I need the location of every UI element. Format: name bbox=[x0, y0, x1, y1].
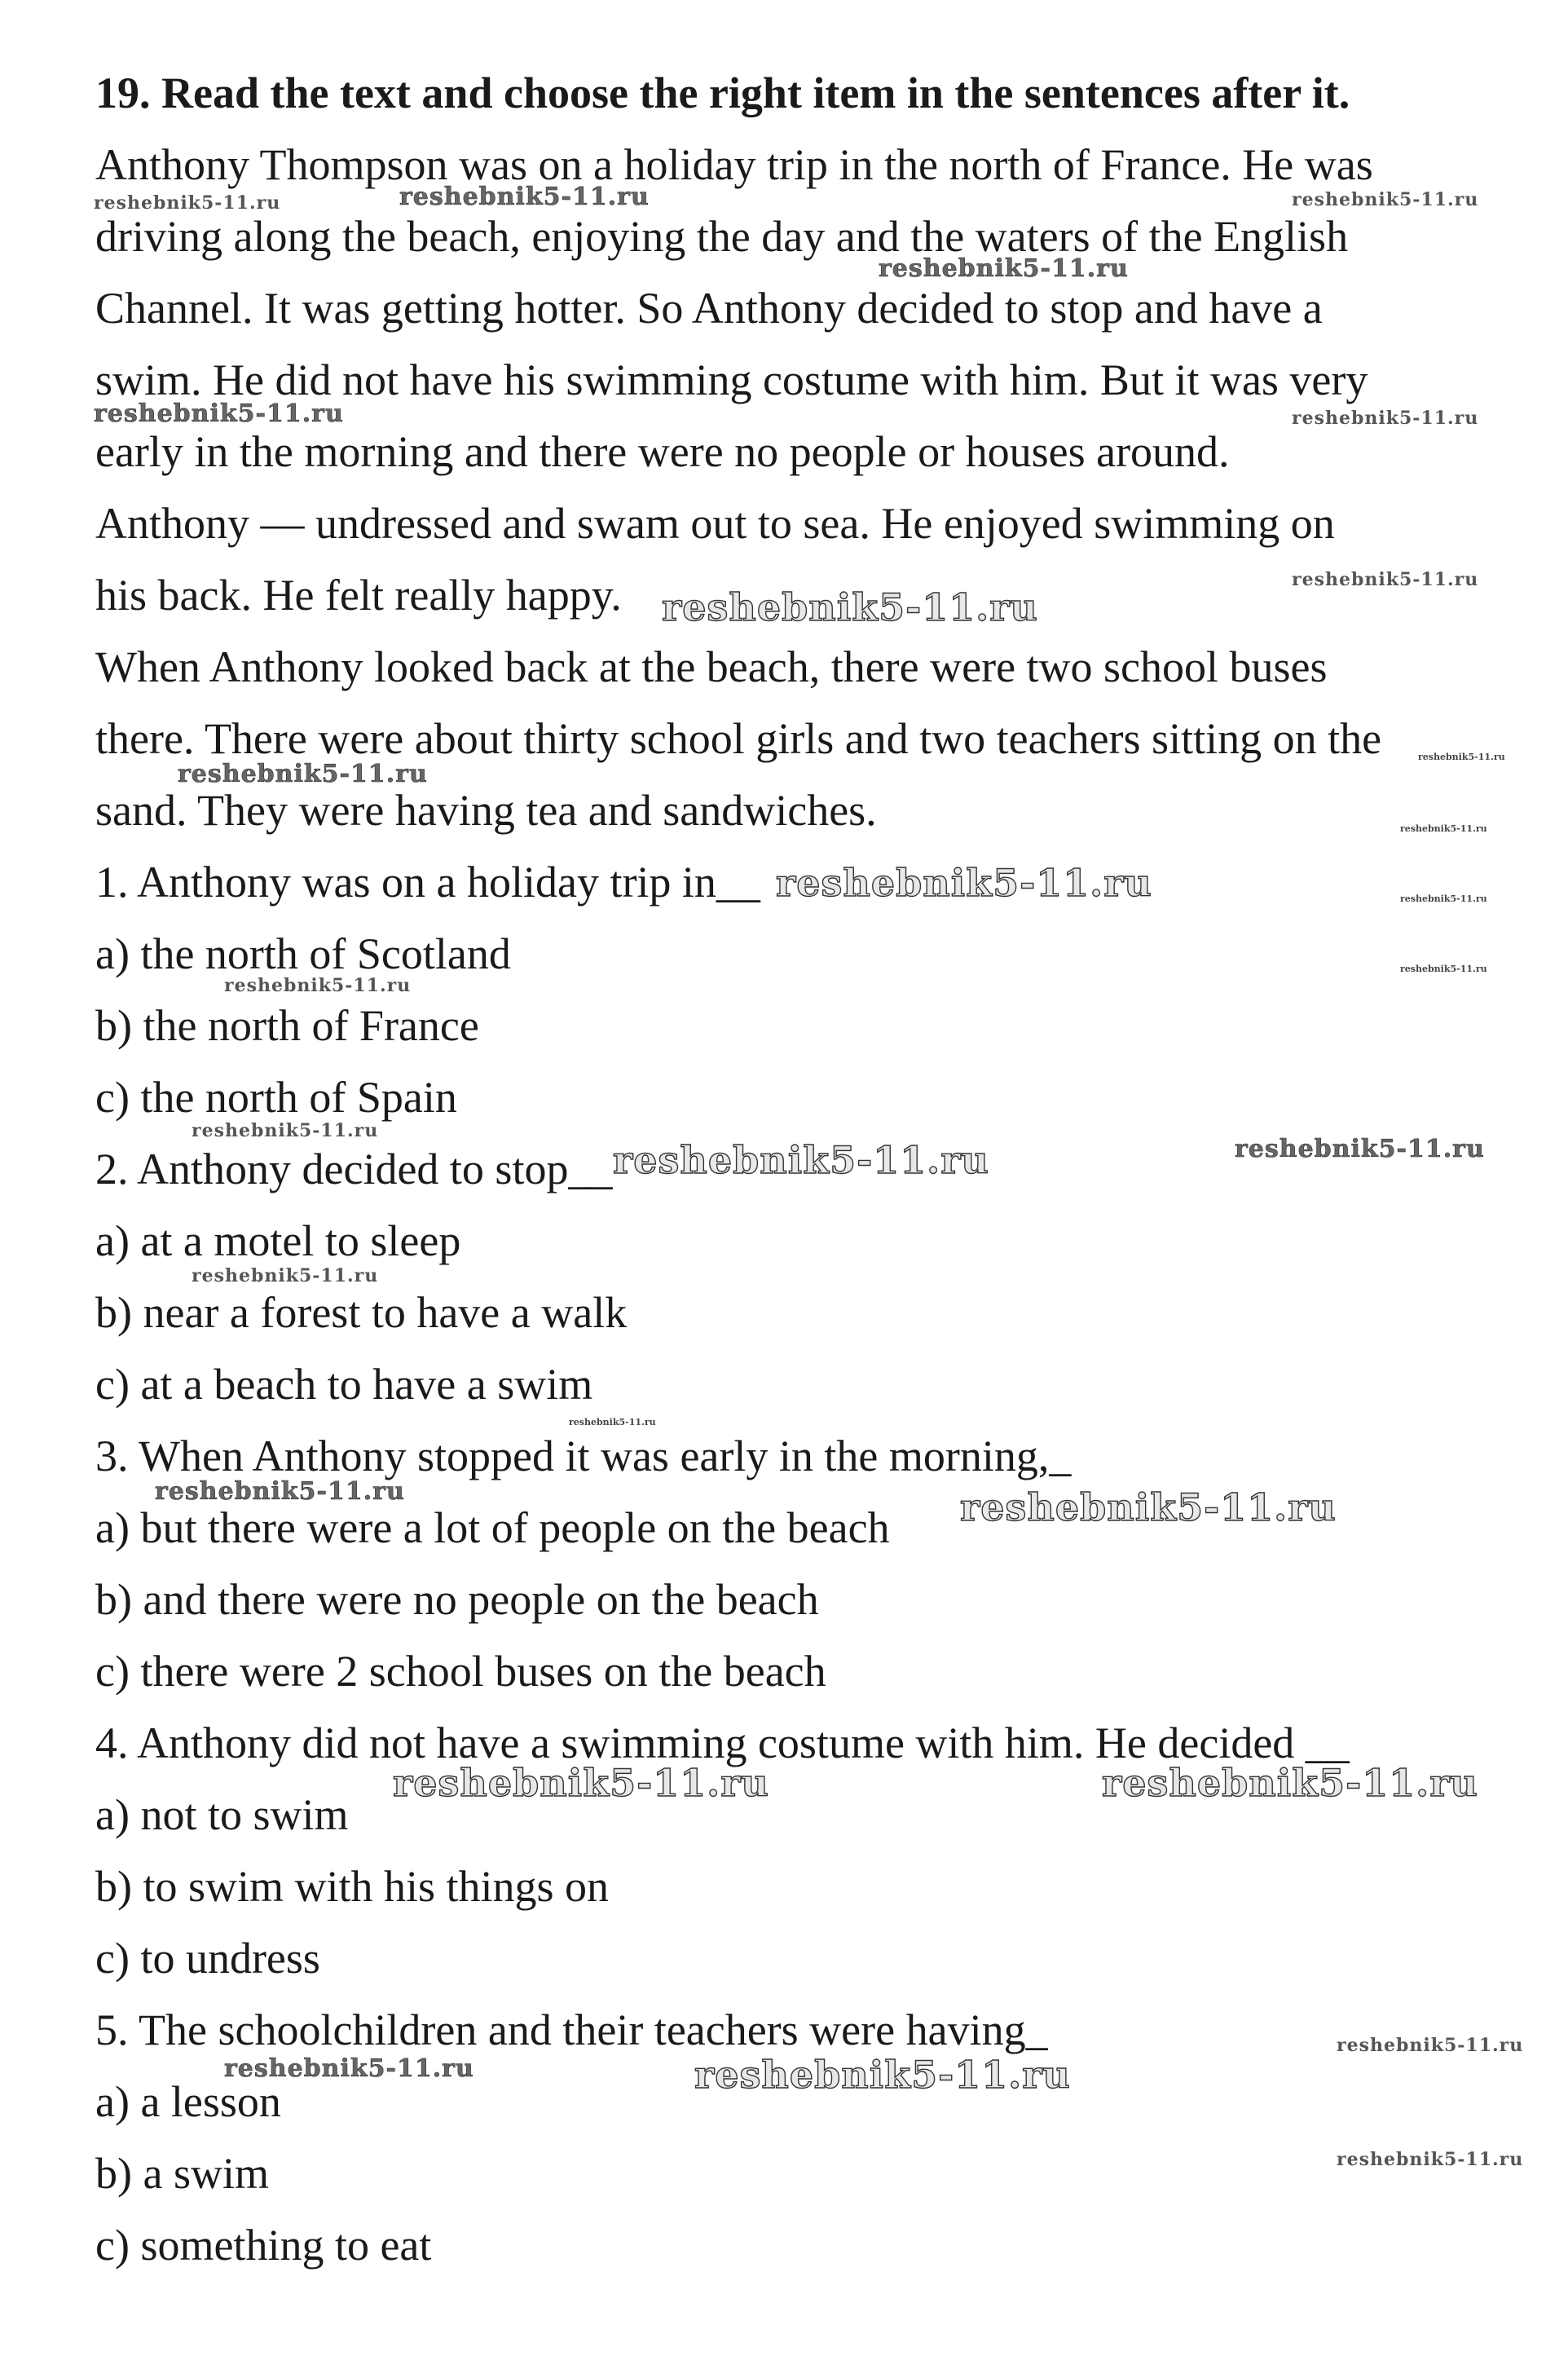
watermark: reshebnik5-11.ru bbox=[1235, 1135, 1485, 1163]
answer-option[interactable]: c) at a beach to have a swim bbox=[95, 1360, 593, 1409]
question-stem: 1. Anthony was on a holiday trip in__ bbox=[95, 858, 760, 907]
passage-line: driving along the beach, enjoying the day and the waters of the English bbox=[95, 212, 1349, 261]
watermark: reshebnik5-11.ru bbox=[1418, 752, 1505, 762]
watermark: reshebnik5-11.ru bbox=[178, 760, 428, 788]
watermark: reshebnik5-11.ru bbox=[393, 1761, 769, 1805]
watermark: reshebnik5-11.ru bbox=[94, 399, 344, 428]
answer-option[interactable]: c) something to eat bbox=[95, 2221, 432, 2270]
answer-option[interactable]: a) a lesson bbox=[95, 2077, 281, 2126]
watermark: reshebnik5-11.ru bbox=[776, 861, 1152, 905]
passage-line: there. There were about thirty school girls and two teachers sitting on the bbox=[95, 714, 1382, 763]
question-stem: 4. Anthony did not have a swimming costume with him. He decided __ bbox=[95, 1718, 1350, 1767]
answer-option[interactable]: a) the north of Scotland bbox=[95, 929, 511, 978]
task-title: 19. Read the text and choose the right item in the sentences after it. bbox=[95, 68, 1350, 117]
passage-line: Anthony Thompson was on a holiday trip in the north of France. He was bbox=[95, 140, 1373, 189]
watermark: reshebnik5-11.ru bbox=[155, 1477, 405, 1506]
watermark: reshebnik5-11.ru bbox=[569, 1417, 656, 1427]
watermark: reshebnik5-11.ru bbox=[192, 1120, 379, 1141]
watermark: reshebnik5-11.ru bbox=[1337, 2149, 1524, 2170]
watermark: reshebnik5-11.ru bbox=[1337, 2035, 1524, 2056]
answer-option[interactable]: b) a swim bbox=[95, 2149, 269, 2198]
question-stem: 2. Anthony decided to stop__ bbox=[95, 1145, 613, 1193]
passage-line: early in the morning and there were no people or houses around. bbox=[95, 427, 1230, 476]
passage-line: swim. He did not have his swimming costume with him. But it was very bbox=[95, 355, 1368, 404]
watermark: reshebnik5-11.ru bbox=[1400, 964, 1487, 974]
watermark: reshebnik5-11.ru bbox=[1292, 189, 1479, 210]
watermark: reshebnik5-11.ru bbox=[224, 2054, 474, 2083]
passage-line: Channel. It was getting hotter. So Anthony decided to stop and have a bbox=[95, 284, 1323, 333]
watermark: reshebnik5-11.ru bbox=[399, 183, 650, 211]
question-stem: 5. The schoolchildren and their teachers were having_ bbox=[95, 2005, 1048, 2054]
question-stem: 3. When Anthony stopped it was early in the morning,_ bbox=[95, 1432, 1072, 1480]
watermark: reshebnik5-11.ru bbox=[613, 1138, 989, 1182]
answer-option[interactable]: b) and there were no people on the beach bbox=[95, 1575, 819, 1624]
watermark: reshebnik5-11.ru bbox=[192, 1265, 379, 1286]
watermark: reshebnik5-11.ru bbox=[960, 1485, 1337, 1529]
answer-option[interactable]: a) at a motel to sleep bbox=[95, 1216, 461, 1265]
answer-option[interactable]: c) the north of Spain bbox=[95, 1073, 457, 1122]
answer-option[interactable]: c) there were 2 school buses on the beach bbox=[95, 1647, 826, 1696]
passage-line: his back. He felt really happy. bbox=[95, 571, 622, 620]
watermark: reshebnik5-11.ru bbox=[1400, 823, 1487, 834]
answer-option[interactable]: a) but there were a lot of people on the beach bbox=[95, 1503, 890, 1552]
watermark: reshebnik5-11.ru bbox=[1400, 893, 1487, 904]
passage-line: When Anthony looked back at the beach, there were two school buses bbox=[95, 642, 1328, 691]
answer-option[interactable]: b) near a forest to have a walk bbox=[95, 1288, 628, 1337]
watermark: reshebnik5-11.ru bbox=[1292, 569, 1479, 590]
answer-option[interactable]: a) not to swim bbox=[95, 1790, 349, 1839]
passage-line: sand. They were having tea and sandwiches. bbox=[95, 786, 877, 835]
answer-option[interactable]: b) to swim with his things on bbox=[95, 1862, 610, 1911]
watermark: reshebnik5-11.ru bbox=[662, 585, 1038, 629]
watermark: reshebnik5-11.ru bbox=[879, 254, 1129, 283]
answer-option[interactable]: b) the north of France bbox=[95, 1001, 479, 1050]
passage-line: Anthony — undressed and swam out to sea. He enjoyed swimming on bbox=[95, 499, 1335, 548]
watermark: reshebnik5-11.ru bbox=[224, 975, 412, 996]
answer-option[interactable]: c) to undress bbox=[95, 1934, 320, 1983]
watermark: reshebnik5-11.ru bbox=[1102, 1761, 1478, 1805]
watermark: reshebnik5-11.ru bbox=[94, 192, 281, 214]
watermark: reshebnik5-11.ru bbox=[1292, 408, 1479, 429]
watermark: reshebnik5-11.ru bbox=[694, 2053, 1071, 2097]
